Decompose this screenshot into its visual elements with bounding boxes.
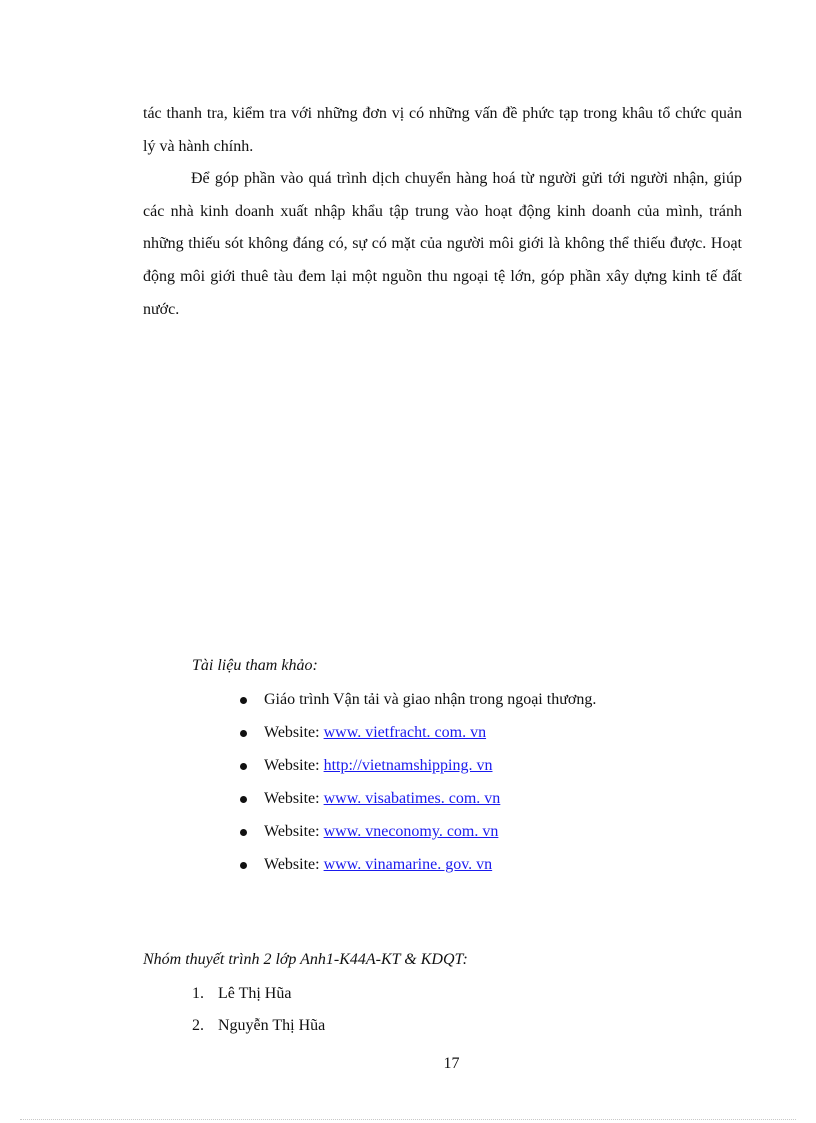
paragraph-2: Để góp phần vào quá trình dịch chuyển hàng hoá từ người gửi tới người nhận, giúp các nhà kinh doanh xuất nhập khẩu tập trung vào hoạt động kinh doanh của mình, tránh những thiếu sót không đáng có, sự có mặt của người môi giới là không thể thiếu được. Hoạt động môi giới thuê tàu đem lại một nguồn thu ngoại tệ lớn, góp phần xây dựng kinh tế đất nước. (143, 170, 742, 318)
member-number: 1. (192, 985, 204, 1002)
reference-text: Giáo trình Vận tải và giao nhận trong ngoại thương. (264, 691, 597, 708)
reference-item (240, 787, 690, 820)
bullet-icon (240, 763, 247, 770)
member-item (192, 1014, 325, 1046)
bullet-icon (240, 862, 247, 869)
reference-item (240, 754, 690, 787)
members-list (192, 982, 325, 1046)
bullet-icon (240, 697, 247, 704)
references-heading: Tài liệu tham khảo: (192, 657, 318, 674)
body-text (143, 98, 742, 326)
paragraph-1: tác thanh tra, kiểm tra với những đơn vị có những vấn đề phức tạp trong khâu tổ chức quản lý và hành chính. (143, 105, 742, 155)
bullet-icon (240, 796, 247, 803)
member-name: Lê Thị Hũa (218, 985, 292, 1002)
reference-prefix: Website: (264, 757, 324, 774)
group-heading: Nhóm thuyết trình 2 lớp Anh1-K44A-KT & KDQT: (143, 951, 468, 968)
reference-link-vinamarine[interactable]: www. vinamarine. gov. vn (323, 856, 493, 873)
reference-prefix: Website: (264, 823, 324, 840)
reference-link-visabatimes[interactable]: www. visabatimes. com. vn (323, 790, 501, 807)
reference-link-vietnamshipping[interactable]: http://vietnamshipping. vn (323, 757, 493, 774)
reference-prefix: Website: (264, 856, 324, 873)
bullet-icon (240, 829, 247, 836)
member-number: 2. (192, 1017, 204, 1034)
page-bottom-divider (20, 1119, 796, 1120)
member-name: Nguyễn Thị Hũa (218, 1017, 326, 1034)
reference-item (240, 688, 690, 721)
reference-item (240, 721, 690, 754)
reference-item (240, 853, 690, 886)
page-number: 17 (443, 1055, 460, 1072)
references-list (240, 688, 690, 886)
reference-link-vneconomy[interactable]: www. vneconomy. com. vn (323, 823, 499, 840)
bullet-icon (240, 730, 247, 737)
reference-prefix: Website: (264, 724, 324, 741)
reference-item (240, 820, 690, 853)
reference-link-vietfracht[interactable]: www. vietfracht. com. vn (323, 724, 487, 741)
reference-prefix: Website: (264, 790, 324, 807)
member-item (192, 982, 325, 1014)
